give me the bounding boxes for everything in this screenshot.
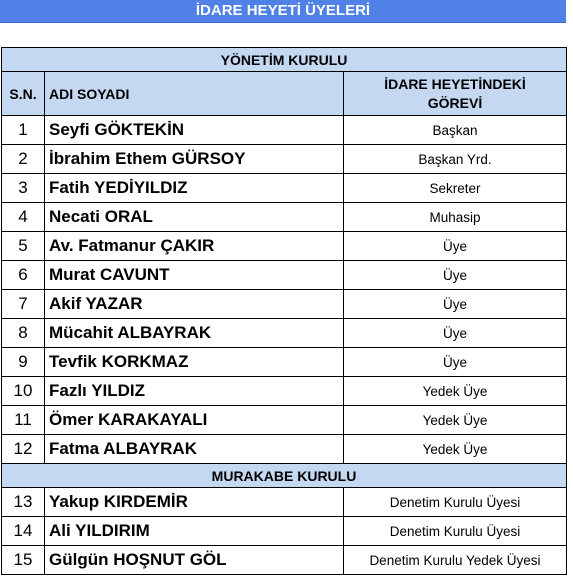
table-row — [2, 232, 567, 261]
member-number: 3 — [2, 174, 45, 203]
column-header-name: ADI SOYADI — [45, 72, 344, 116]
member-role: Denetim Kurulu Üyesi — [344, 488, 567, 517]
section-header-row — [2, 48, 567, 72]
member-role: Sekreter — [344, 174, 567, 203]
members-table — [1, 47, 567, 575]
member-name: Fatma ALBAYRAK — [45, 435, 344, 464]
member-name: Fatih YEDİYILDIZ — [45, 174, 344, 203]
member-number: 13 — [2, 488, 45, 517]
member-name: Ali YILDIRIM — [45, 517, 344, 546]
member-name: Mücahit ALBAYRAK — [45, 319, 344, 348]
member-name: Ömer KARAKAYALI — [45, 406, 344, 435]
table-row — [2, 406, 567, 435]
member-role: Üye — [344, 232, 567, 261]
table-row — [2, 377, 567, 406]
member-name: Av. Fatmanur ÇAKIR — [45, 232, 344, 261]
member-number: 10 — [2, 377, 45, 406]
column-header-row — [2, 72, 567, 116]
table-row — [2, 517, 567, 546]
member-role: Başkan — [344, 116, 567, 145]
member-number: 11 — [2, 406, 45, 435]
member-number: 1 — [2, 116, 45, 145]
member-name: Akif YAZAR — [45, 290, 344, 319]
column-header-role — [344, 72, 567, 116]
table-row — [2, 319, 567, 348]
table-row — [2, 145, 567, 174]
member-role: Denetim Kurulu Yedek Üyesi — [344, 546, 567, 575]
member-name: Necati ORAL — [45, 203, 344, 232]
member-number: 12 — [2, 435, 45, 464]
section-title-murakabe: MURAKABE KURULU — [2, 464, 567, 488]
member-number: 6 — [2, 261, 45, 290]
member-number: 15 — [2, 546, 45, 575]
member-number: 8 — [2, 319, 45, 348]
table-row — [2, 116, 567, 145]
member-number: 2 — [2, 145, 45, 174]
table-row — [2, 435, 567, 464]
member-number: 14 — [2, 517, 45, 546]
column-header-role-line1: İDARE HEYETİNDEKİ — [384, 75, 526, 92]
member-role: Yedek Üye — [344, 406, 567, 435]
member-role: Üye — [344, 348, 567, 377]
column-header-sn: S.N. — [2, 72, 45, 116]
member-name: İbrahim Ethem GÜRSOY — [45, 145, 344, 174]
member-role: Üye — [344, 290, 567, 319]
member-role: Denetim Kurulu Üyesi — [344, 517, 567, 546]
member-role: Muhasip — [344, 203, 567, 232]
member-name: Seyfi GÖKTEKİN — [45, 116, 344, 145]
member-name: Yakup KIRDEMİR — [45, 488, 344, 517]
column-header-role-line2: GÖREVİ — [427, 94, 483, 111]
table-row — [2, 290, 567, 319]
section-title-yonetim: YÖNETİM KURULU — [2, 48, 567, 72]
member-role: Üye — [344, 319, 567, 348]
table-row — [2, 261, 567, 290]
page-title-banner — [0, 0, 566, 23]
member-number: 7 — [2, 290, 45, 319]
table-row — [2, 203, 567, 232]
member-role: Yedek Üye — [344, 377, 567, 406]
member-number: 5 — [2, 232, 45, 261]
table-row — [2, 174, 567, 203]
member-name: Tevfik KORKMAZ — [45, 348, 344, 377]
table-row — [2, 488, 567, 517]
section-header-row — [2, 464, 567, 488]
member-role: Yedek Üye — [344, 435, 567, 464]
member-number: 9 — [2, 348, 45, 377]
member-name: Fazlı YILDIZ — [45, 377, 344, 406]
page-title: İDARE HEYETİ ÜYELERİ — [195, 2, 371, 19]
member-role: Başkan Yrd. — [344, 145, 567, 174]
member-name: Gülgün HOŞNUT GÖL — [45, 546, 344, 575]
table-row — [2, 546, 567, 575]
table-row — [2, 348, 567, 377]
member-name: Murat CAVUNT — [45, 261, 344, 290]
member-role: Üye — [344, 261, 567, 290]
member-number: 4 — [2, 203, 45, 232]
